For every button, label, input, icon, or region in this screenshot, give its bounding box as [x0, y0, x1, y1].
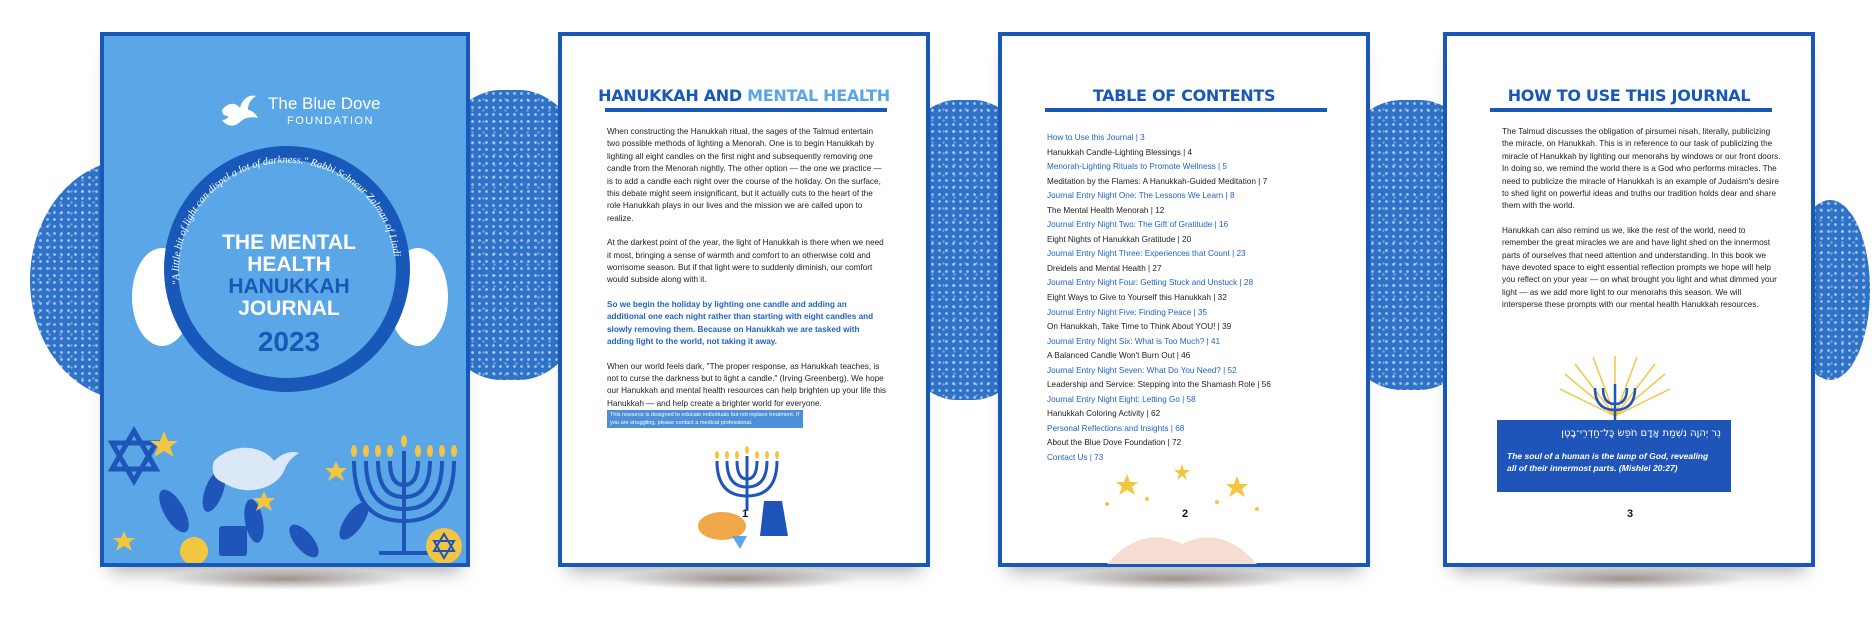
menorah-sunburst-illustration — [1555, 354, 1675, 424]
toc-item[interactable]: About the Blue Dove Foundation | 72 — [1047, 438, 1182, 448]
toc-item[interactable]: Dreidels and Mental Health | 27 — [1047, 263, 1162, 273]
toc-item[interactable]: Journal Entry Night Six: What is Too Much? | 41 — [1047, 336, 1221, 346]
cover-title-line3: HANUKKAH — [228, 275, 350, 298]
toc-item[interactable]: How to Use this Journal | 3 — [1047, 133, 1145, 142]
toc-item[interactable]: Journal Entry Night Seven: What Do You Need? | 52 — [1047, 365, 1237, 375]
cover-page — [100, 32, 470, 567]
toc-item[interactable]: Menorah-Lighting Rituals to Promote Wellness | 5 — [1047, 162, 1227, 172]
logo-title: The Blue Dove — [268, 94, 381, 113]
toc-item[interactable]: A Balanced Candle Won't Burn Out | 46 — [1047, 351, 1191, 361]
verse-line2: all of their innermost parts. (Mishlei 20:27) — [1507, 463, 1678, 473]
heading-rule — [1045, 108, 1327, 112]
logo-subtitle: FOUNDATION — [287, 115, 374, 127]
toc-list — [1047, 131, 1271, 466]
toc-item[interactable]: The Mental Health Menorah | 12 — [1047, 205, 1165, 215]
dreidel-icon — [219, 526, 247, 556]
menorah-jug-illustration — [692, 441, 802, 551]
heading-rule — [1490, 108, 1772, 112]
toc-item[interactable]: Hanukkah Candle-Lighting Blessings | 4 — [1047, 147, 1193, 157]
heading-part1: HANUKKAH AND — [598, 86, 748, 105]
cover-title-line1: THE MENTAL — [222, 231, 356, 254]
page-number: 3 — [1627, 508, 1634, 520]
page1-heading — [562, 86, 926, 105]
coin-icon — [180, 537, 208, 565]
toc-item[interactable]: Meditation by the Flames: A Hanukkah-Guided Meditation | 7 — [1047, 176, 1268, 186]
hebrew-verse: נֵר יְהוָה נִשְׁמַת אָדָם חֹפֵשׂ כָּל־חַדְרֵי־בָטֶן — [1561, 428, 1721, 439]
how-to-heading: HOW TO USE THIS JOURNAL — [1507, 86, 1751, 105]
cover-title-line2: HEALTH — [247, 253, 331, 276]
toc-item[interactable]: On Hanukkah, Take Time to Think About YOU! | 39 — [1047, 322, 1232, 332]
dove-icon — [218, 92, 260, 130]
cover-year: 2023 — [257, 326, 321, 357]
page-number: 2 — [1182, 508, 1189, 520]
blue-dove-logo — [216, 88, 381, 138]
star-of-david-icon — [112, 431, 156, 481]
jug-icon — [760, 501, 788, 536]
disclaimer-box: This resource is designed to educate individuals but not replace treatment. If you are struggling, please contact a medical professional. — [607, 410, 803, 428]
verse-box — [1497, 420, 1731, 492]
paragraph: When our world feels dark, "The proper response, as Hanukkah teaches, is not to curse the darkness but to light a candle." (Irving Greenberg). We hope our Hanukkah and mental health resources can help brighten up your life this Hanukkah — and help create a brighter world for everyone. — [607, 361, 886, 408]
toc-item[interactable]: Hanukkah Coloring Activity | 62 — [1047, 409, 1161, 419]
page3-shadow — [1500, 568, 1750, 590]
toc-item[interactable]: Journal Entry Night Two: The Gift of Gratitude | 16 — [1047, 220, 1229, 230]
donut-icon — [698, 512, 746, 540]
page1-body — [607, 126, 887, 422]
page-hanukkah-mental-health — [558, 32, 930, 567]
paragraph: At the darkest point of the year, the light of Hanukkah is there when we need it most, bringing a sense of warmth and comfort to an otherwise cold and worrisome season. But if that light were to suddenly diminish, our comfort would subside along with it. — [607, 238, 884, 285]
highlight-paragraph: So we begin the holiday by lighting one candle and adding an additional one each night rather than starting with eight candles and slowly removing them. Because on Hanukkah we are tasked with adding light to the world, not taking it away. — [607, 299, 874, 347]
page2-shadow — [1050, 568, 1300, 590]
dove-illustration-icon — [213, 448, 299, 490]
open-book-icon — [1107, 537, 1257, 564]
toc-item[interactable]: Journal Entry Night Three: Experiences that Count | 23 — [1047, 249, 1246, 259]
toc-heading: TABLE OF CONTENTS — [1092, 86, 1276, 105]
toc-item[interactable]: Contact Us | 73 — [1047, 453, 1104, 463]
cover-illustration — [104, 421, 466, 567]
toc-item[interactable]: Eight Nights of Hanukkah Gratitude | 20 — [1047, 234, 1192, 244]
page-table-of-contents — [998, 32, 1370, 567]
paragraph: Hanukkah can also remind us we, like the rest of the world, need to remember the great miracles we are and have light shed on the innermost parts of ourselves that need attention and understanding. In this book we have devoted space to eight essential reflection prompts we hope will help you reflect on your year — on what brought you light and what dimmed your light — as we add more light to our menorahs this season. We will intersperse these prompts with our mental health Hanukkah resources. — [1502, 225, 1777, 310]
toc-item[interactable]: Journal Entry Night Four: Getting Stuck and Unstuck | 28 — [1047, 278, 1254, 288]
toc-item[interactable]: Journal Entry Night Eight: Letting Go | 58 — [1047, 394, 1196, 404]
page3-body — [1502, 126, 1782, 324]
quote-text: "A little bit of light can dispel a lot of darkness." Rabbi Schneur Zalman of Liadi — [170, 154, 403, 286]
cover-title-line4: JOURNAL — [238, 297, 340, 320]
paragraph: When constructing the Hanukkah ritual, the sages of the Talmud entertain two possible methods of lighting a Menorah. One is to begin Hanukkah by lighting all eight candles on the first night and subsequently removing one candle from the Menorah nightly. The other option — the one we practice — is to add a candle each night over the course of the holiday. On the surface, this debate might seem insignificant, but it actually cuts to the heart of the role Hanukkah plays in our lives and the mission we are called upon to realize. — [607, 127, 882, 223]
toc-item[interactable]: Leadership and Service: Stepping into the Shamash Role | 56 — [1047, 380, 1271, 390]
dreidel-small-icon — [732, 536, 747, 549]
paragraph: The Talmud discusses the obligation of pirsumei nisah, literally, publicizing the miracle, on Hanukkah. This is in reference to our task of publicizing the miracle of Hanukkah by lighting our menorahs by windows or our front doors. In doing so, we remind the world there is a God who performs miracles. The need to publicize the miracle of Hanukkah is an example of Judaism's desire to shed light on powerful ideas and truths our tradition holds dear and share them with the world. — [1502, 127, 1781, 211]
verse-line1: The soul of a human is the lamp of God, revealing — [1507, 451, 1709, 461]
toc-item[interactable]: Journal Entry Night Five: Finding Peace | 35 — [1047, 307, 1208, 317]
page-number: 1 — [742, 508, 749, 520]
cover-shadow — [160, 568, 410, 590]
toc-item[interactable]: Personal Reflections and Insights | 68 — [1047, 423, 1185, 433]
english-verse — [1507, 450, 1708, 474]
heading-rule — [605, 108, 887, 112]
toc-item[interactable]: Eight Ways to Give to Yourself this Hanukkah | 32 — [1047, 293, 1227, 303]
heading-part2: MENTAL HEALTH — [747, 86, 890, 105]
page1-shadow — [610, 568, 860, 590]
toc-item[interactable]: Journal Entry Night One: The Lessons We Learn | 8 — [1047, 191, 1235, 201]
page-how-to-use — [1443, 32, 1815, 567]
